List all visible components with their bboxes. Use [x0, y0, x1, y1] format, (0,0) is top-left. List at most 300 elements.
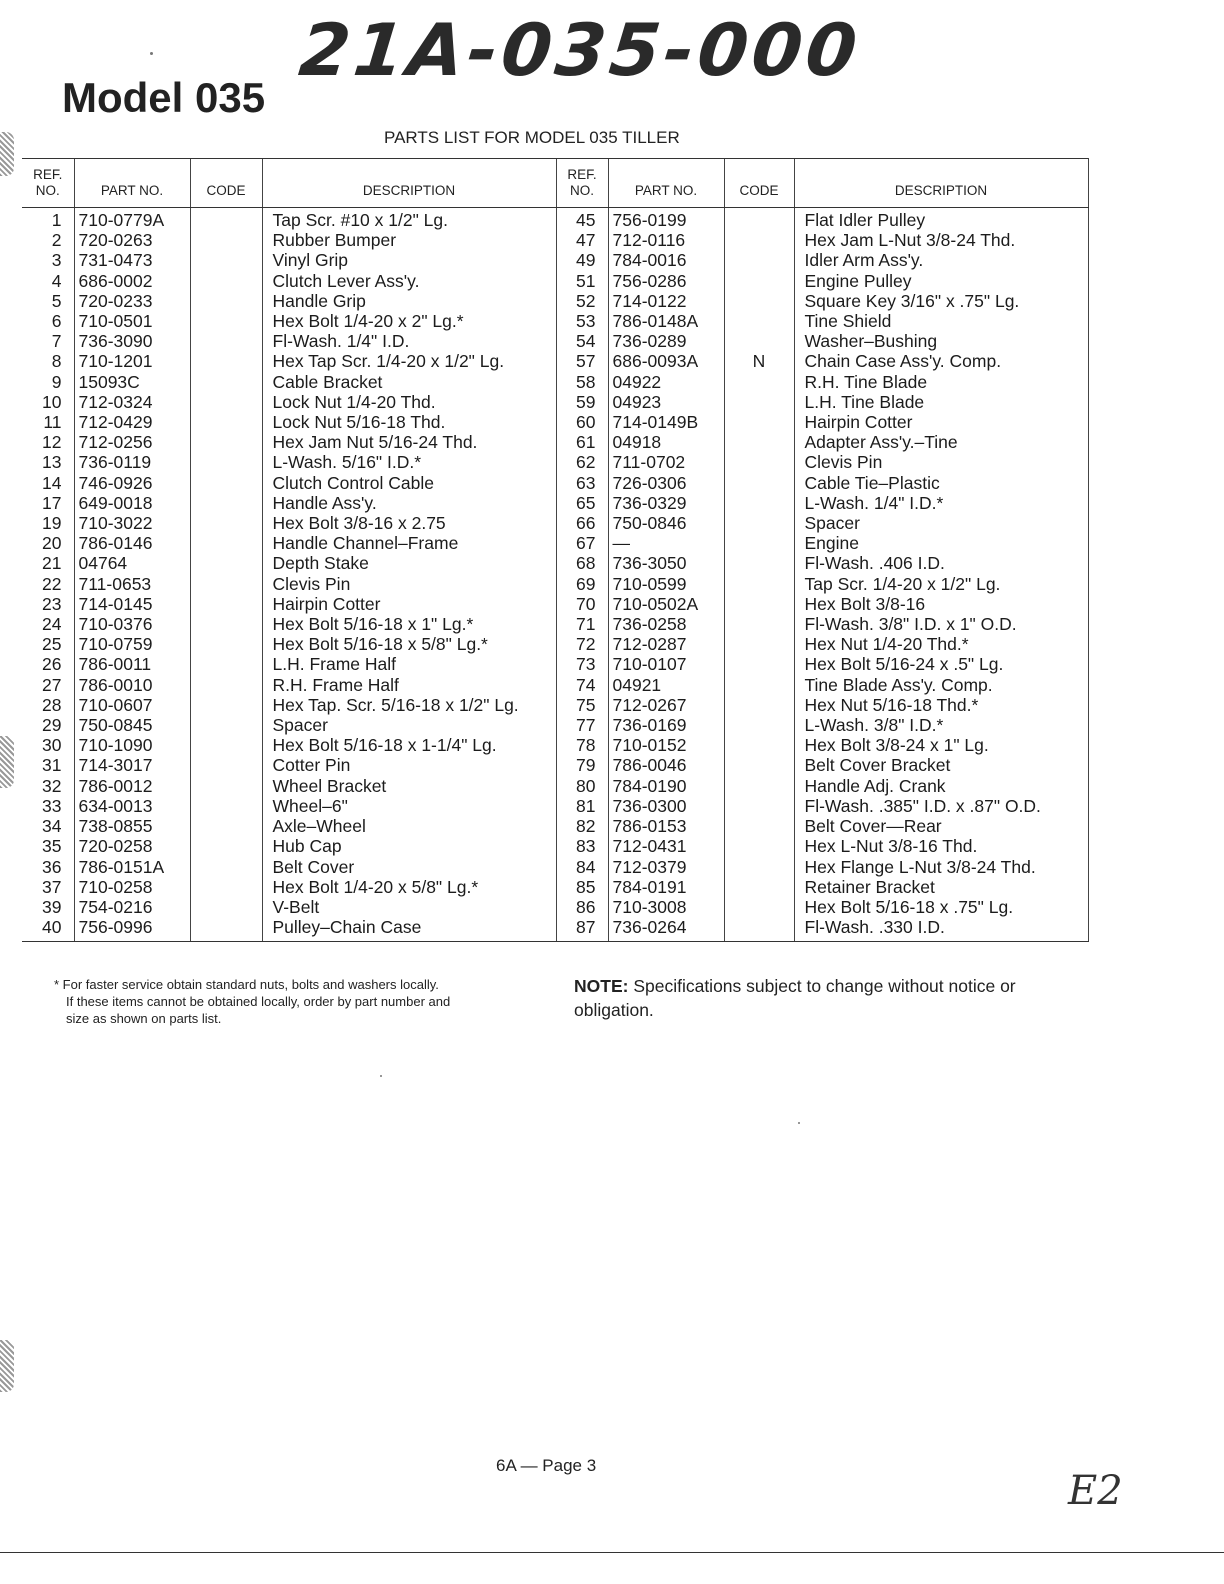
ref-no-cell: 1 [51, 210, 62, 230]
code-cell [724, 574, 794, 594]
code-cell [190, 755, 262, 775]
code-cell [724, 271, 794, 291]
code-cell [190, 877, 262, 897]
ref-no-cell: 74 [556, 675, 608, 695]
description-cell: Belt Cover [262, 857, 556, 877]
code-cell [724, 208, 794, 231]
description-cell: Depth Stake [262, 553, 556, 573]
description-cell: L-Wash. 5/16" I.D.* [262, 452, 556, 472]
code-cell [190, 473, 262, 493]
code-cell [190, 695, 262, 715]
table-row [22, 897, 1088, 917]
scan-speck [150, 52, 153, 55]
ref-no-cell: 39 [42, 896, 62, 917]
part-no-cell: 15093C [74, 372, 190, 392]
code-cell [190, 291, 262, 311]
part-no-cell: 710-1090 [74, 735, 190, 755]
code-cell [724, 675, 794, 695]
description-cell: V-Belt [262, 897, 556, 917]
ref-no-cell: 17 [42, 492, 62, 513]
ref-no-cell: 45 [556, 208, 608, 231]
description-cell: Clevis Pin [794, 452, 1088, 472]
description-cell: Handle Ass'y. [262, 493, 556, 513]
code-cell [190, 735, 262, 755]
part-no-cell: 756-0199 [608, 208, 724, 231]
part-no-cell: 714-0145 [74, 594, 190, 614]
ref-no-cell: 9 [51, 371, 62, 392]
table-row [22, 513, 1088, 533]
ref-no-cell: 68 [556, 553, 608, 573]
description-cell: Belt Cover—Rear [794, 816, 1088, 836]
ref-no-cell: 11 [43, 412, 62, 433]
description-cell: Handle Grip [262, 291, 556, 311]
ref-no-cell: 37 [42, 876, 62, 897]
code-cell [724, 776, 794, 796]
part-no-cell: 711-0702 [608, 452, 724, 472]
part-no-cell: 712-0256 [74, 432, 190, 452]
table-row [22, 553, 1088, 573]
part-no-cell: 712-0324 [74, 392, 190, 412]
ref-no-cell: 71 [556, 614, 608, 634]
code-cell [190, 432, 262, 452]
description-cell: Cable Tie–Plastic [794, 473, 1088, 493]
parts-table [22, 158, 1089, 942]
code-cell [724, 311, 794, 331]
ref-no-cell: 82 [556, 816, 608, 836]
code-cell [724, 250, 794, 270]
ref-no-cell: 87 [556, 917, 608, 942]
description-cell: Clevis Pin [262, 574, 556, 594]
ref-no-cell: 4 [51, 270, 62, 291]
code-cell [724, 513, 794, 533]
table-row [22, 351, 1088, 371]
code-cell [724, 857, 794, 877]
description-cell: Axle–Wheel [262, 816, 556, 836]
description-cell: Hex Bolt 5/16-18 x 5/8" Lg.* [262, 634, 556, 654]
code-cell [190, 776, 262, 796]
footnote-line: * For faster service obtain standard nuts, bolts and washers locally. [54, 977, 439, 992]
table-row [22, 695, 1088, 715]
part-no-cell: 04923 [608, 392, 724, 412]
ref-no-cell: 69 [556, 574, 608, 594]
description-cell: Hex Bolt 3/8-24 x 1" Lg. [794, 735, 1088, 755]
ref-no-cell: 80 [556, 776, 608, 796]
ref-no-cell: 57 [556, 351, 608, 371]
description-cell: Hex Bolt 1/4-20 x 2" Lg.* [262, 311, 556, 331]
ref-no-cell: 3 [51, 250, 62, 271]
table-row [22, 432, 1088, 452]
table-row [22, 250, 1088, 270]
code-cell [724, 836, 794, 856]
table-row [22, 776, 1088, 796]
part-no-cell: 04918 [608, 432, 724, 452]
part-no-cell: 738-0855 [74, 816, 190, 836]
code-cell [190, 208, 262, 231]
code-cell [724, 432, 794, 452]
code-cell [190, 715, 262, 735]
header-description: DESCRIPTION [262, 159, 556, 208]
ref-no-cell: 31 [42, 755, 62, 776]
description-cell: Belt Cover Bracket [794, 755, 1088, 775]
code-cell [190, 452, 262, 472]
ref-no-cell: 34 [42, 816, 62, 837]
code-cell [724, 331, 794, 351]
binder-hole-mark [0, 132, 14, 176]
description-cell: Hex Bolt 3/8-16 [794, 594, 1088, 614]
table-row [22, 654, 1088, 674]
code-cell [724, 392, 794, 412]
part-no-cell: 686-0093A [608, 351, 724, 371]
table-row [22, 614, 1088, 634]
code-cell [190, 594, 262, 614]
code-cell [190, 634, 262, 654]
header-code: CODE [724, 159, 794, 208]
code-cell [724, 816, 794, 836]
description-cell: Pulley–Chain Case [262, 917, 556, 942]
part-no-cell: 786-0151A [74, 857, 190, 877]
part-no-cell: 634-0013 [74, 796, 190, 816]
description-cell: Hex Bolt 5/16-18 x 1" Lg.* [262, 614, 556, 634]
ref-no-cell: 60 [556, 412, 608, 432]
part-no-cell: 736-0300 [608, 796, 724, 816]
part-no-cell: 712-0267 [608, 695, 724, 715]
code-cell [724, 897, 794, 917]
description-cell: Fl-Wash. .406 I.D. [794, 553, 1088, 573]
ref-no-cell: 72 [556, 634, 608, 654]
description-cell: Fl-Wash. 1/4" I.D. [262, 331, 556, 351]
ref-no-cell: 24 [42, 614, 62, 635]
handwritten-model-number: 21A-035-000 [295, 8, 865, 92]
part-no-cell: 784-0190 [608, 776, 724, 796]
ref-no-cell: 5 [51, 290, 62, 311]
ref-no-cell: 10 [42, 391, 62, 412]
description-cell: Engine Pulley [794, 271, 1088, 291]
part-no-cell: 04764 [74, 553, 190, 573]
part-no-cell: 786-0148A [608, 311, 724, 331]
part-no-cell: 746-0926 [74, 473, 190, 493]
ref-no-cell: 59 [556, 392, 608, 412]
part-no-cell: 712-0287 [608, 634, 724, 654]
code-cell [724, 634, 794, 654]
table-row [22, 917, 1088, 942]
part-no-cell: 786-0153 [608, 816, 724, 836]
part-no-cell: 712-0116 [608, 230, 724, 250]
part-no-cell: 736-0289 [608, 331, 724, 351]
part-no-cell: 736-0329 [608, 493, 724, 513]
table-row [22, 574, 1088, 594]
code-cell [724, 755, 794, 775]
parts-table-body [22, 208, 1088, 942]
parts-list-title: PARTS LIST FOR MODEL 035 TILLER [384, 128, 680, 147]
code-cell [190, 533, 262, 553]
ref-no-cell: 7 [51, 331, 62, 352]
code-cell [724, 715, 794, 735]
ref-no-cell: 61 [556, 432, 608, 452]
table-row [22, 594, 1088, 614]
ref-no-cell: 20 [42, 533, 62, 554]
header-code: CODE [190, 159, 262, 208]
description-cell: Handle Adj. Crank [794, 776, 1088, 796]
ref-no-cell: 58 [556, 372, 608, 392]
code-cell [724, 654, 794, 674]
table-row [22, 836, 1088, 856]
description-cell: Hairpin Cotter [794, 412, 1088, 432]
description-cell: Retainer Bracket [794, 877, 1088, 897]
code-cell [190, 331, 262, 351]
part-no-cell: 786-0010 [74, 675, 190, 695]
handwritten-corner-mark: E2 [1068, 1468, 1123, 1514]
table-row [22, 412, 1088, 432]
description-cell: Lock Nut 5/16-18 Thd. [262, 412, 556, 432]
ref-no-cell: 13 [42, 452, 62, 473]
part-no-cell: 754-0216 [74, 897, 190, 917]
page-number: 6A — Page 3 [496, 1456, 597, 1475]
note-text: Specifications subject to change without notice or obligation. [574, 976, 1016, 1020]
ref-no-cell: 70 [556, 594, 608, 614]
note-label: NOTE: [574, 976, 629, 996]
ref-no-cell: 26 [42, 654, 62, 675]
code-cell [190, 553, 262, 573]
code-cell [190, 614, 262, 634]
description-cell: Washer–Bushing [794, 331, 1088, 351]
ref-no-cell: 63 [556, 473, 608, 493]
code-cell [724, 372, 794, 392]
ref-no-cell: 19 [42, 513, 62, 534]
code-cell [190, 836, 262, 856]
code-cell [190, 675, 262, 695]
scan-speck [380, 1075, 382, 1077]
table-row [22, 796, 1088, 816]
description-cell: Tine Blade Ass'y. Comp. [794, 675, 1088, 695]
ref-no-cell: 32 [42, 775, 62, 796]
description-cell: Clutch Lever Ass'y. [262, 271, 556, 291]
ref-no-cell: 73 [556, 654, 608, 674]
code-cell [190, 816, 262, 836]
header-part-no: PART NO. [74, 159, 190, 208]
description-cell: Hex Nut 5/16-18 Thd.* [794, 695, 1088, 715]
description-cell: Spacer [794, 513, 1088, 533]
part-no-cell: 736-0258 [608, 614, 724, 634]
part-no-cell: 736-0264 [608, 917, 724, 942]
table-header-row [22, 159, 1088, 208]
part-no-cell: 710-3008 [608, 897, 724, 917]
table-row [22, 208, 1088, 231]
table-row [22, 291, 1088, 311]
part-no-cell: 731-0473 [74, 250, 190, 270]
ref-no-cell: 28 [42, 694, 62, 715]
ref-no-cell: 27 [42, 674, 62, 695]
part-no-cell: 710-0599 [608, 574, 724, 594]
description-cell: Fl-Wash. .385" I.D. x .87" O.D. [794, 796, 1088, 816]
ref-no-cell: 36 [42, 856, 62, 877]
part-no-cell: 756-0996 [74, 917, 190, 942]
part-no-cell: 750-0845 [74, 715, 190, 735]
code-cell: N [724, 351, 794, 371]
description-cell: Vinyl Grip [262, 250, 556, 270]
ref-no-cell: 52 [556, 291, 608, 311]
part-no-cell: 04921 [608, 675, 724, 695]
footnote-line: If these items cannot be obtained locally, order by part number and [66, 994, 451, 1009]
ref-no-cell: 12 [42, 432, 62, 453]
code-cell [724, 695, 794, 715]
ref-no-cell: 29 [42, 715, 62, 736]
part-no-cell: 726-0306 [608, 473, 724, 493]
table-row [22, 372, 1088, 392]
ref-no-cell: 67 [556, 533, 608, 553]
description-cell: Tap Scr. #10 x 1/2" Lg. [262, 208, 556, 231]
code-cell [190, 917, 262, 942]
ref-no-cell: 22 [42, 573, 62, 594]
code-cell [190, 857, 262, 877]
code-cell [190, 230, 262, 250]
code-cell [724, 291, 794, 311]
ref-no-cell: 2 [51, 230, 62, 251]
ref-no-cell: 75 [556, 695, 608, 715]
code-cell [724, 412, 794, 432]
description-cell: R.H. Tine Blade [794, 372, 1088, 392]
table-row [22, 311, 1088, 331]
code-cell [190, 796, 262, 816]
header-description: DESCRIPTION [794, 159, 1088, 208]
part-no-cell: 736-0119 [74, 452, 190, 472]
footnote [54, 976, 544, 1027]
ref-no-cell: 78 [556, 735, 608, 755]
code-cell [724, 917, 794, 942]
part-no-cell: 710-0779A [74, 208, 190, 231]
description-cell: Hex Bolt 5/16-18 x .75" Lg. [794, 897, 1088, 917]
description-cell: Hex Bolt 5/16-18 x 1-1/4" Lg. [262, 735, 556, 755]
ref-no-cell: 8 [51, 351, 62, 372]
code-cell [190, 493, 262, 513]
description-cell: L-Wash. 3/8" I.D.* [794, 715, 1088, 735]
description-cell: Fl-Wash. .330 I.D. [794, 917, 1088, 942]
ref-no-cell: 49 [556, 250, 608, 270]
description-cell: Spacer [262, 715, 556, 735]
code-cell [190, 513, 262, 533]
part-no-cell: 720-0258 [74, 836, 190, 856]
ref-no-cell: 35 [42, 836, 62, 857]
part-no-cell: 712-0429 [74, 412, 190, 432]
part-no-cell: 714-0122 [608, 291, 724, 311]
header-ref-no: REF. NO. [22, 159, 74, 208]
code-cell [190, 392, 262, 412]
part-no-cell: 710-1201 [74, 351, 190, 371]
description-cell: Wheel–6" [262, 796, 556, 816]
part-no-cell: 710-0376 [74, 614, 190, 634]
part-no-cell: 710-0258 [74, 877, 190, 897]
description-cell: Hex Bolt 5/16-24 x .5" Lg. [794, 654, 1088, 674]
part-no-cell: 786-0146 [74, 533, 190, 553]
description-cell: Cable Bracket [262, 372, 556, 392]
description-cell: Chain Case Ass'y. Comp. [794, 351, 1088, 371]
binder-hole-mark [0, 736, 14, 788]
table-row [22, 392, 1088, 412]
code-cell [724, 533, 794, 553]
part-no-cell: 714-3017 [74, 755, 190, 775]
code-cell [724, 493, 794, 513]
code-cell [190, 250, 262, 270]
table-row [22, 452, 1088, 472]
part-no-cell: 736-3050 [608, 553, 724, 573]
description-cell: Lock Nut 1/4-20 Thd. [262, 392, 556, 412]
description-cell: Wheel Bracket [262, 776, 556, 796]
description-cell: Engine [794, 533, 1088, 553]
part-no-cell: 784-0191 [608, 877, 724, 897]
part-no-cell: 711-0653 [74, 574, 190, 594]
ref-no-cell: 47 [556, 230, 608, 250]
code-cell [724, 452, 794, 472]
ref-no-cell: 77 [556, 715, 608, 735]
part-no-cell: 784-0016 [608, 250, 724, 270]
part-no-cell: 710-0501 [74, 311, 190, 331]
part-no-cell: 710-0759 [74, 634, 190, 654]
code-cell [190, 311, 262, 331]
ref-no-cell: 62 [556, 452, 608, 472]
ref-no-cell: 25 [42, 634, 62, 655]
ref-no-cell: 81 [556, 796, 608, 816]
part-no-cell: 786-0012 [74, 776, 190, 796]
table-row [22, 755, 1088, 775]
part-no-cell: 786-0046 [608, 755, 724, 775]
ref-no-cell: 30 [42, 735, 62, 756]
code-cell [190, 271, 262, 291]
header-part-no: PART NO. [608, 159, 724, 208]
ref-no-cell: 86 [556, 897, 608, 917]
description-cell: Hex Tap Scr. 1/4-20 x 1/2" Lg. [262, 351, 556, 371]
ref-no-cell: 65 [556, 493, 608, 513]
page-title: Model 035 [62, 74, 266, 121]
ref-no-cell: 40 [22, 917, 74, 942]
part-no-cell: 710-0152 [608, 735, 724, 755]
footnote-line: size as shown on parts list. [66, 1011, 222, 1026]
part-no-cell: 720-0263 [74, 230, 190, 250]
table-row [22, 533, 1088, 553]
description-cell: Flat Idler Pulley [794, 208, 1088, 231]
description-cell: Hex Flange L-Nut 3/8-24 Thd. [794, 857, 1088, 877]
description-cell: Hex L-Nut 3/8-16 Thd. [794, 836, 1088, 856]
table-row [22, 493, 1088, 513]
part-no-cell: 714-0149B [608, 412, 724, 432]
code-cell [190, 412, 262, 432]
part-no-cell: 712-0431 [608, 836, 724, 856]
ref-no-cell: 33 [42, 795, 62, 816]
part-no-cell: 04922 [608, 372, 724, 392]
description-cell: Fl-Wash. 3/8" I.D. x 1" O.D. [794, 614, 1088, 634]
part-no-cell: 686-0002 [74, 271, 190, 291]
description-cell: Hex Tap. Scr. 5/16-18 x 1/2" Lg. [262, 695, 556, 715]
description-cell: Hairpin Cotter [262, 594, 556, 614]
table-row [22, 331, 1088, 351]
code-cell [724, 594, 794, 614]
ref-no-cell: 83 [556, 836, 608, 856]
ref-no-cell: 6 [51, 311, 62, 332]
code-cell [724, 735, 794, 755]
ref-no-cell: 79 [556, 755, 608, 775]
ref-no-cell: 84 [556, 857, 608, 877]
table-row [22, 735, 1088, 755]
description-cell: Tap Scr. 1/4-20 x 1/2" Lg. [794, 574, 1088, 594]
code-cell [724, 473, 794, 493]
part-no-cell: 710-0502A [608, 594, 724, 614]
table-row [22, 715, 1088, 735]
description-cell: Hex Nut 1/4-20 Thd.* [794, 634, 1088, 654]
table-row [22, 877, 1088, 897]
code-cell [190, 897, 262, 917]
binder-hole-mark [0, 1340, 14, 1392]
bottom-rule [0, 1552, 1224, 1553]
part-no-cell: — [608, 533, 724, 553]
description-cell: Tine Shield [794, 311, 1088, 331]
